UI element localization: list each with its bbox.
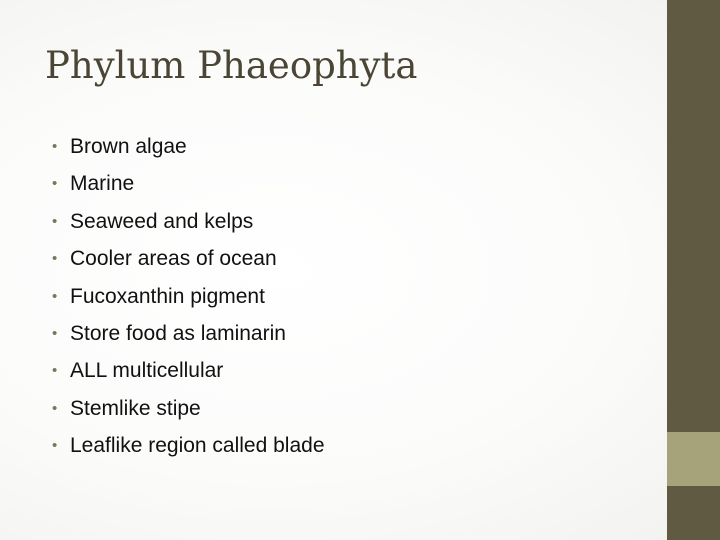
bullet-item (52, 318, 325, 355)
bullet-list (52, 131, 325, 468)
slide-title: Phylum Phaeophyta (45, 44, 418, 87)
bullet-text: Marine (70, 172, 135, 196)
bullet-icon: • (52, 250, 58, 268)
bullet-item (52, 393, 325, 430)
bullet-text: Cooler areas of ocean (70, 247, 277, 271)
bullet-item (52, 430, 325, 467)
bullet-text: Seaweed and kelps (70, 209, 254, 233)
bullet-text: Brown algae (70, 135, 187, 158)
sidebar-accent-bottom (667, 486, 720, 540)
bullet-icon: • (52, 362, 58, 380)
sidebar-accent-light (667, 432, 720, 486)
bullet-icon: • (52, 399, 58, 417)
bullet-icon: • (52, 175, 58, 193)
bullet-text: ALL multicellular (70, 359, 224, 383)
bullet-icon: • (52, 212, 58, 230)
bullet-text: Fucoxanthin pigment (70, 284, 265, 308)
bullet-item (52, 355, 325, 392)
bullet-item (52, 168, 325, 205)
bullet-item (52, 206, 325, 243)
bullet-icon: • (52, 324, 58, 342)
bullet-item (52, 131, 325, 168)
bullet-text: Leaflike region called blade (70, 434, 325, 458)
sidebar-accent-dark (667, 0, 720, 432)
bullet-text: Store food as laminarin (70, 321, 286, 345)
bullet-icon: • (52, 287, 58, 305)
bullet-item (52, 243, 325, 280)
bullet-item (52, 281, 325, 318)
bullet-icon: • (52, 138, 58, 155)
bullet-text: Stemlike stipe (70, 396, 201, 420)
bullet-icon: • (52, 437, 58, 455)
